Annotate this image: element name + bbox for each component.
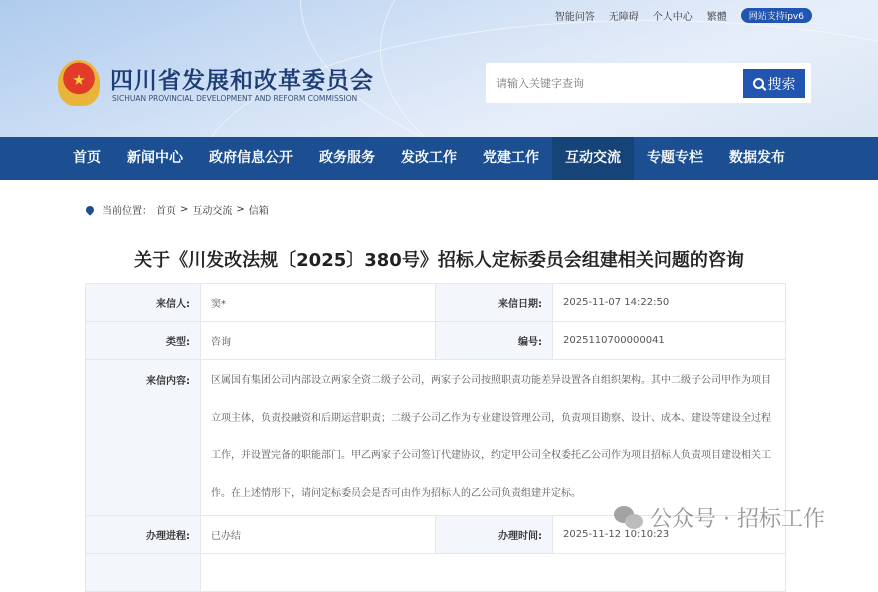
breadcrumb-sep: >	[236, 204, 245, 215]
search-input[interactable]	[496, 73, 726, 93]
breadcrumb-sep: >	[180, 204, 189, 215]
progress-value: 已办结	[201, 516, 436, 554]
breadcrumb-interaction[interactable]: 互动交流	[192, 206, 233, 217]
type-value: 咨询	[201, 322, 436, 360]
handle-time-value: 2025-11-12 10:10:23	[553, 516, 786, 554]
link-smart-qa[interactable]: 智能问答	[554, 12, 595, 23]
location-pin-icon	[84, 204, 95, 215]
ipv6-badge: 网站支持ipv6	[741, 8, 812, 23]
link-personal-center[interactable]: 个人中心	[652, 12, 693, 23]
breadcrumb	[86, 202, 269, 217]
nav-interaction[interactable]: 互动交流	[552, 137, 634, 180]
nav-news[interactable]: 新闻中心	[127, 150, 183, 166]
id-label: 编号:	[436, 322, 553, 360]
letter-detail-table	[85, 283, 786, 592]
nav-data[interactable]: 数据发布	[729, 150, 785, 166]
sender-label: 来信人:	[86, 284, 201, 322]
date-value: 2025-11-07 14:22:50	[553, 284, 786, 322]
link-accessibility[interactable]: 无障碍	[608, 12, 639, 23]
sender-value: 窦*	[201, 284, 436, 322]
type-label: 类型:	[86, 322, 201, 360]
site-header	[0, 0, 878, 137]
table-row	[86, 322, 786, 360]
link-traditional[interactable]: 繁體	[706, 12, 727, 23]
table-row	[86, 284, 786, 322]
nav-party[interactable]: 党建工作	[483, 150, 539, 166]
empty-cell	[86, 554, 201, 592]
progress-label: 办理进程:	[86, 516, 201, 554]
nav-work[interactable]: 发改工作	[401, 150, 457, 166]
search-button[interactable]	[743, 69, 805, 98]
nav-home[interactable]: 首页	[73, 150, 101, 166]
watermark	[614, 502, 825, 533]
wechat-icon	[614, 506, 644, 530]
search-button-label: 搜索	[767, 76, 796, 93]
page-title: 关于《川发改法规〔2025〕380号》招标人定标委员会组建相关问题的咨询	[134, 250, 744, 271]
empty-cell	[201, 554, 786, 592]
nav-topics[interactable]: 专题专栏	[647, 150, 703, 166]
date-label: 来信日期:	[436, 284, 553, 322]
table-row	[86, 360, 786, 516]
breadcrumb-mailbox[interactable]: 信箱	[248, 206, 269, 217]
id-value: 2025110700000041	[553, 322, 786, 360]
nav-services[interactable]: 政务服务	[319, 150, 375, 166]
nav-gov-info[interactable]: 政府信息公开	[209, 150, 293, 166]
watermark-text: 公众号 · 招标工作	[650, 507, 825, 532]
site-name[interactable]: 四川省发展和改革委员会	[110, 68, 374, 94]
top-links	[555, 8, 812, 23]
national-emblem-logo	[58, 60, 100, 106]
handle-time-label: 办理时间:	[436, 516, 553, 554]
breadcrumb-label: 当前位置：	[102, 206, 152, 217]
breadcrumb-home[interactable]: 首页	[156, 206, 176, 217]
content-label: 来信内容:	[86, 360, 201, 516]
search-box	[486, 63, 811, 103]
main-nav	[0, 137, 878, 180]
site-name-en: SICHUAN PROVINCIAL DEVELOPMENT AND REFORM COMMISSION	[112, 94, 358, 103]
content-value: 区属国有集团公司内部设立两家全资二级子公司，两家子公司按照职责功能差异设置各自组织架构。其中二级子公司甲作为项目立项主体，负责投融资和后期运营职责；二级子公司乙作为专业建设管理公司，负责项目勘察、设计、成本、建设等建设全过程工作，并设置完备的职能部门。甲乙两家子公司签订代建协议，约定甲公司全权委托乙公司作为项目招标人负责项目建设相关工作。在上述情形下，请问定标委员会是否可由作为招标人的乙公司负责组建并定标。	[201, 360, 786, 516]
table-row	[86, 554, 786, 592]
search-icon	[753, 78, 764, 89]
